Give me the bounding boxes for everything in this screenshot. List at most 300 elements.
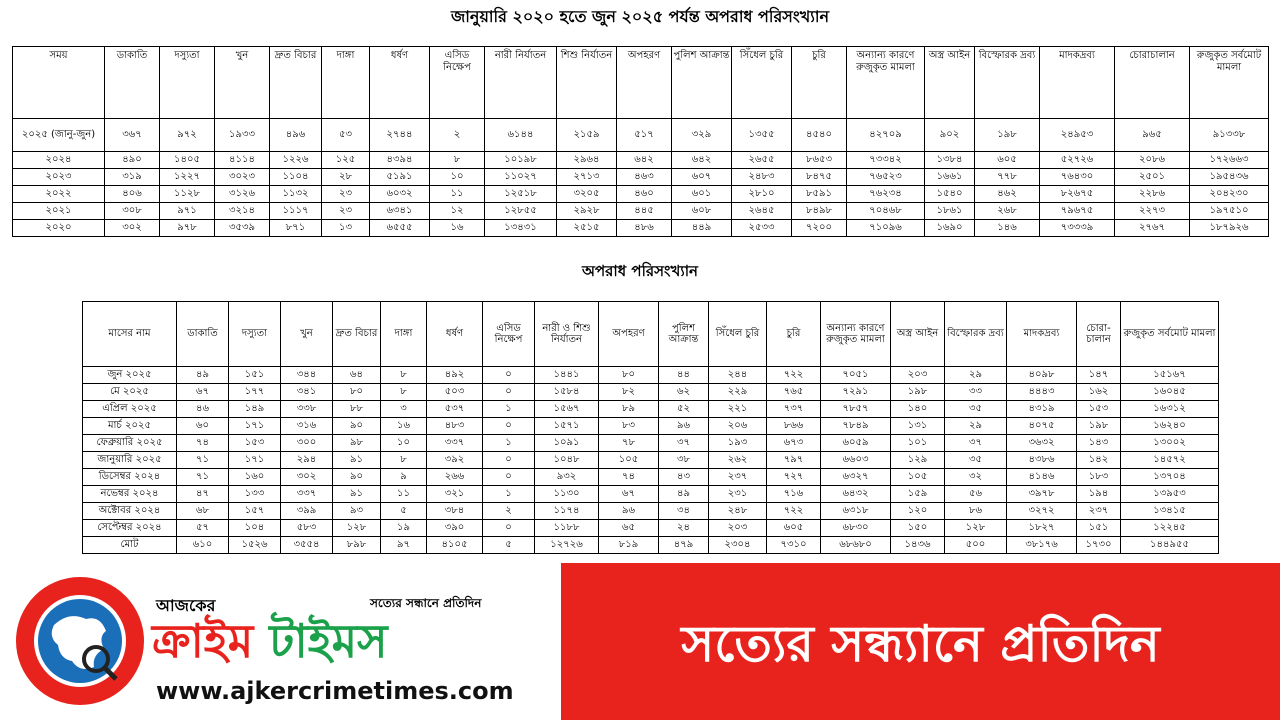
table-cell: ৪৯০	[105, 152, 160, 169]
table-cell: ৫০৩	[427, 384, 483, 401]
table-row	[83, 384, 1219, 401]
column-header: খুন	[215, 47, 270, 119]
table-cell: ২০৬	[709, 418, 767, 435]
column-header: পুলিশ আক্রান্ত	[659, 302, 709, 367]
table-cell: ৩৪৪	[281, 367, 333, 384]
table-cell: ২৬৬	[427, 469, 483, 486]
table-cell: ৬০৭	[672, 169, 732, 186]
table-cell: ৯০	[333, 418, 381, 435]
table-cell: ১৩১	[891, 418, 945, 435]
table-row	[13, 220, 1269, 237]
table-cell: ৭৬৫২৩	[847, 169, 925, 186]
table-cell: ২	[430, 119, 485, 152]
table-cell: ৩১২৬	[215, 186, 270, 203]
table-cell: ১৫১৬৭	[1121, 367, 1219, 384]
table-cell: ৪৩১৯	[1007, 401, 1077, 418]
table-cell: ১২	[430, 203, 485, 220]
table-cell: ৪৪৫	[617, 203, 672, 220]
row-label-cell: নভেম্বর ২০২৪	[83, 486, 177, 503]
table-cell: ৪৭	[177, 486, 229, 503]
table-cell: ১২০	[891, 503, 945, 520]
table-cell: ১৫৭১	[535, 418, 599, 435]
table-cell: ২০৩	[891, 367, 945, 384]
table-cell: ১৭৩০	[1077, 537, 1121, 554]
table-row	[83, 435, 1219, 452]
table-row	[83, 367, 1219, 384]
table-cell: ১১০২৭	[485, 169, 557, 186]
table-cell: ৭৮৪৯	[821, 418, 891, 435]
table-row	[83, 520, 1219, 537]
brand-name	[152, 607, 388, 683]
table-cell: ৪৯	[659, 486, 709, 503]
table-cell: ৮২	[599, 384, 659, 401]
table-cell: ৮	[381, 384, 427, 401]
table-cell: ৩০২	[281, 469, 333, 486]
table-cell: ২৪৯৫৩	[1040, 119, 1115, 152]
table-cell: ২০৮৬	[1115, 152, 1190, 169]
table-cell: ১৪০	[891, 401, 945, 418]
table-cell: ৫২	[659, 401, 709, 418]
table-cell: ৩৬৩২	[1007, 435, 1077, 452]
table-cell: ৫৩	[322, 119, 370, 152]
table-cell: ১০১৯৮	[485, 152, 557, 169]
table-cell: ১৩৯৫৩	[1121, 486, 1219, 503]
table-cell: ৪৯২	[427, 367, 483, 384]
column-header: পুলিশ আক্রান্ত	[672, 47, 732, 119]
table-cell: ৬২	[659, 384, 709, 401]
table-cell: ০	[483, 520, 535, 537]
table-cell: ১৯৫৪৩৬	[1190, 169, 1269, 186]
table-cell: ২৬৮	[975, 203, 1040, 220]
column-header: মাদকদ্রব্য	[1007, 302, 1077, 367]
table-cell: ১৯৮	[891, 384, 945, 401]
table-cell: ১২৫	[322, 152, 370, 169]
table-cell: ২২৮৬	[1115, 186, 1190, 203]
column-header: বিস্ফোরক দ্রব্য	[975, 47, 1040, 119]
table-cell: ২৪৮৩	[732, 169, 792, 186]
table-cell: ০	[483, 452, 535, 469]
table-cell: ৯৭৮	[160, 220, 215, 237]
table-cell: ১২৭২৬	[535, 537, 599, 554]
table-cell: ৮৪৯৮	[792, 203, 847, 220]
table-cell: ৮০	[599, 367, 659, 384]
row-label-cell: ফেব্রুয়ারি ২০২৫	[83, 435, 177, 452]
table-cell: ৮১৯	[599, 537, 659, 554]
table-cell: ১৪৫৭২	[1121, 452, 1219, 469]
table-cell: ৭৩১০	[767, 537, 821, 554]
column-header: মাদকদ্রব্য	[1040, 47, 1115, 119]
table-cell: ১৫৩	[229, 435, 281, 452]
table-cell: ৮	[430, 152, 485, 169]
table-cell: ২৯	[945, 418, 1007, 435]
table-cell: ৮৭১	[270, 220, 322, 237]
table-cell: ৭১০৯৬	[847, 220, 925, 237]
table-cell: ৭৪	[177, 435, 229, 452]
column-header: এসিড নিক্ষেপ	[483, 302, 535, 367]
table-cell: ১৬	[430, 220, 485, 237]
table-cell: ২২৯	[709, 384, 767, 401]
table-cell: ৯৬৫	[1115, 119, 1190, 152]
table-cell: ১৪৭	[1077, 367, 1121, 384]
table-cell: ৩৭	[659, 435, 709, 452]
table-cell: ৩২১	[427, 486, 483, 503]
table-cell: ১১৮৮	[535, 520, 599, 537]
table-cell: ১৩৫৫	[732, 119, 792, 152]
table-cell: ১৬২	[1077, 384, 1121, 401]
table-cell: ৭১	[177, 452, 229, 469]
table-cell: ১৮২৭	[1007, 520, 1077, 537]
table-cell: ৭৬২৩৪	[847, 186, 925, 203]
table-cell: ৮	[381, 452, 427, 469]
table-cell: ৯৬	[599, 503, 659, 520]
table-cell: ১৫৭	[229, 503, 281, 520]
table-cell: ১৯৮	[975, 119, 1040, 152]
row-label-cell: জানুয়ারি ২০২৫	[83, 452, 177, 469]
table-cell: ১৩৪৩১	[485, 220, 557, 237]
column-header: অপহরণ	[599, 302, 659, 367]
table-cell: ৬৪২	[672, 152, 732, 169]
row-label-cell: অক্টোবর ২০২৪	[83, 503, 177, 520]
table-cell: ১৫১	[1077, 520, 1121, 537]
table-cell: ৭২৯১	[821, 384, 891, 401]
table-cell: ১৬৬১	[925, 169, 975, 186]
column-header: অন্যান্য কারণে রুজুকৃত মামলা	[821, 302, 891, 367]
table-cell: ৭৭৮	[975, 169, 1040, 186]
table-cell: ৮০	[333, 384, 381, 401]
table-cell: ৭২০০	[792, 220, 847, 237]
table-cell: ৬৭৩	[767, 435, 821, 452]
column-header: এসিড নিক্ষেপ	[430, 47, 485, 119]
table-cell: ৮৬৬	[767, 418, 821, 435]
table-cell: ৪৩৮৬	[1007, 452, 1077, 469]
table-cell: ৯৩	[333, 503, 381, 520]
table-cell: ৩০০	[281, 435, 333, 452]
row-label-cell: ২০২২	[13, 186, 105, 203]
table-cell: ২৬৪৫	[732, 203, 792, 220]
column-header: দস্যুতা	[160, 47, 215, 119]
slogan-text: সত্যের সন্ধ্যানে প্রতিদিন	[681, 614, 1160, 673]
table-cell: ৯৭২	[160, 119, 215, 152]
row-label-cell: ২০২৩	[13, 169, 105, 186]
table-cell: ১৬৩১২	[1121, 401, 1219, 418]
column-header: শিশু নির্যাতন	[557, 47, 617, 119]
globe-logo-icon	[14, 575, 146, 707]
table-cell: ১৯৮	[1077, 418, 1121, 435]
table-cell: ৮৩	[599, 418, 659, 435]
row-label-cell: মার্চ ২০২৫	[83, 418, 177, 435]
table-cell: ২৯২৮	[557, 203, 617, 220]
table-cell: ১০৫	[891, 469, 945, 486]
table-cell: ১২৫১৮	[485, 186, 557, 203]
table-cell: ৩৩৭	[427, 435, 483, 452]
table-cell: ১২২৪৫	[1121, 520, 1219, 537]
column-header: দাঙ্গা	[322, 47, 370, 119]
table-cell: ৭৬৫	[767, 384, 821, 401]
table-cell: ৫২৭২৬	[1040, 152, 1115, 169]
table-row	[13, 119, 1269, 152]
table-cell: ৭৪	[599, 469, 659, 486]
table-cell: ৩৮১৭৬	[1007, 537, 1077, 554]
table-cell: ৮৪৭৫	[792, 169, 847, 186]
table-row	[13, 169, 1269, 186]
table-cell: ৩৫৩৯	[215, 220, 270, 237]
table-cell: ৪৩	[659, 469, 709, 486]
column-header: দস্যুতা	[229, 302, 281, 367]
table-cell: ১৯৩	[709, 435, 767, 452]
table-cell: ৭৩৩৪২	[847, 152, 925, 169]
slogan-panel	[561, 563, 1280, 720]
table-cell: ২৪	[659, 520, 709, 537]
table-cell: ১৫৯	[891, 486, 945, 503]
table-cell: ১৬	[381, 418, 427, 435]
table-cell: ৩২৭২	[1007, 503, 1077, 520]
column-header: নারী ও শিশু নির্যাতন	[535, 302, 599, 367]
column-header: অস্ত্র আইন	[891, 302, 945, 367]
table-cell: ১৯	[381, 520, 427, 537]
column-header: চোরা-চালান	[1077, 302, 1121, 367]
table-cell: ৩৩	[945, 384, 1007, 401]
brand-tagline: সত্যের সন্ধানে প্রতিদিন	[370, 596, 482, 610]
column-header: খুন	[281, 302, 333, 367]
table-cell: ২৩	[322, 186, 370, 203]
table-cell: ৪৬০	[617, 186, 672, 203]
column-header: অপহরণ	[617, 47, 672, 119]
table-cell: ৩৯২	[427, 452, 483, 469]
table-cell: ১৪০৫	[160, 152, 215, 169]
table-cell: ১৪৬	[975, 220, 1040, 237]
table-cell: ৭১	[177, 469, 229, 486]
table-cell: ৪৪	[659, 367, 709, 384]
table-cell: ১২৮৫৫	[485, 203, 557, 220]
table-cell: ৪৯৬	[270, 119, 322, 152]
table-cell: ৪৮৬	[617, 220, 672, 237]
column-header: নারী নির্যাতন	[485, 47, 557, 119]
table-cell: ২৯	[945, 367, 1007, 384]
table-cell: ৬৬০৩	[821, 452, 891, 469]
column-header: চুরি	[767, 302, 821, 367]
table-cell: ১২৮	[333, 520, 381, 537]
table-cell: ৫৬	[945, 486, 1007, 503]
table-cell: ১৪৪১	[535, 367, 599, 384]
table-cell: ৯৮	[333, 435, 381, 452]
table-cell: ৩৭	[945, 435, 1007, 452]
table-cell: ৯৩২	[535, 469, 599, 486]
table-cell: ২৩০৪	[709, 537, 767, 554]
table-cell: ১৬০৪৫	[1121, 384, 1219, 401]
table-cell: ৫৩৭	[427, 401, 483, 418]
table-cell: ১০	[381, 435, 427, 452]
table-cell: ৬৫	[599, 520, 659, 537]
table2-title: অপরাধ পরিসংখ্যান	[582, 262, 698, 280]
table-cell: ৯৬	[659, 418, 709, 435]
table-cell: ৬৪৩২	[821, 486, 891, 503]
column-header: চুরি	[792, 47, 847, 119]
table-cell: ১৪৩	[1077, 435, 1121, 452]
table-cell: ২৭৬৭	[1115, 220, 1190, 237]
table-cell: ৬৭	[177, 384, 229, 401]
table-cell: ৭৯৭	[767, 452, 821, 469]
table-cell: ১	[483, 401, 535, 418]
table-cell: ১১১৭	[270, 203, 322, 220]
table-cell: ০	[483, 384, 535, 401]
table-row	[83, 452, 1219, 469]
table-cell: ৩০২	[105, 220, 160, 237]
table-cell: ২৩	[322, 203, 370, 220]
table-cell: ৩৯৭৮	[1007, 486, 1077, 503]
table-cell: ৬৩১৮	[821, 503, 891, 520]
table-cell: ২৩৭	[1077, 503, 1121, 520]
table-cell: ১৪৩৬	[891, 537, 945, 554]
table-cell: ১১২৮	[160, 186, 215, 203]
table-cell: ৭৯৬৭৫	[1040, 203, 1115, 220]
table-cell: ৭২২	[767, 367, 821, 384]
brand-banner	[0, 563, 1280, 720]
table-cell: ৪২৭০৯	[847, 119, 925, 152]
table-cell: ৩৯০	[427, 520, 483, 537]
row-label-cell: মে ২০২৫	[83, 384, 177, 401]
table-cell: ৭৮৫৭	[821, 401, 891, 418]
table-cell: ৩১৯	[105, 169, 160, 186]
table-cell: ৪০৭৫	[1007, 418, 1077, 435]
table-cell: ১৩৮৪	[925, 152, 975, 169]
table-cell: ৬৫৫৫	[370, 220, 430, 237]
table-cell: ২০৩	[709, 520, 767, 537]
table-cell: ১৫৩	[1077, 401, 1121, 418]
column-header: বিস্ফোরক দ্রব্য	[945, 302, 1007, 367]
table-cell: ৬৩৪১	[370, 203, 430, 220]
table-cell: ৭২৭	[767, 469, 821, 486]
column-header: দাঙ্গা	[381, 302, 427, 367]
table-cell: ১২২৭	[160, 169, 215, 186]
row-label-cell: ডিসেম্বর ২০২৪	[83, 469, 177, 486]
table-cell: ৪৪৯	[672, 220, 732, 237]
column-header: ধর্ষণ	[427, 302, 483, 367]
table-row	[13, 152, 1269, 169]
table-cell: ৪৯	[177, 367, 229, 384]
column-header: দ্রুত বিচার	[270, 47, 322, 119]
table-cell: ৮৬৫৩	[792, 152, 847, 169]
table-cell: ৪১০৫	[427, 537, 483, 554]
table-cell: ১৭১	[229, 418, 281, 435]
table-cell: ২৭৪৪	[370, 119, 430, 152]
yearly-crime-table	[12, 46, 1269, 237]
column-header: অস্ত্র আইন	[925, 47, 975, 119]
table-cell: ২৫৩৩	[732, 220, 792, 237]
table-cell: ১৭১	[229, 452, 281, 469]
table-cell: ২০৪২৩০	[1190, 186, 1269, 203]
table-cell: ৩২৯	[672, 119, 732, 152]
column-header: ডাকাতি	[177, 302, 229, 367]
table-cell: ০	[483, 418, 535, 435]
table-cell: ১৭৭	[229, 384, 281, 401]
column-header: অন্যান্য কারণে রুজুকৃত মামলা	[847, 47, 925, 119]
table-cell: ১৮৩	[1077, 469, 1121, 486]
column-header: সিঁধেল চুরি	[709, 302, 767, 367]
table-cell: ২৭১৩	[557, 169, 617, 186]
table-cell: ১১	[381, 486, 427, 503]
table-cell: ০	[483, 367, 535, 384]
table-cell: ১৩	[322, 220, 370, 237]
table-cell: ১৯৪	[1077, 486, 1121, 503]
column-header: রুজুকৃত সর্বমোট মামলা	[1190, 47, 1269, 119]
table-cell: ৬১০	[177, 537, 229, 554]
table-cell: ২৬৫৫	[732, 152, 792, 169]
table-cell: ৪১১৪	[215, 152, 270, 169]
table-cell: ৩৬৭	[105, 119, 160, 152]
table-cell: ৬০১	[672, 186, 732, 203]
table-cell: ৪৩৯৪	[370, 152, 430, 169]
column-header: মাসের নাম	[83, 302, 177, 367]
table-cell: ১২২৬	[270, 152, 322, 169]
table-cell: ৯১	[333, 452, 381, 469]
table-cell: ৫১৭	[617, 119, 672, 152]
table-cell: ২৫১৫	[557, 220, 617, 237]
table-cell: ২৩১	[709, 486, 767, 503]
table-cell: ৭১৬	[767, 486, 821, 503]
row-label-cell: সেপ্টেম্বর ২০২৪	[83, 520, 177, 537]
table-cell: ১০৯১	[535, 435, 599, 452]
table-cell: ৩০৮	[105, 203, 160, 220]
table-cell: ৯১৩৩৮	[1190, 119, 1269, 152]
table-cell: ৯০	[333, 469, 381, 486]
table-cell: ১০৪৮	[535, 452, 599, 469]
table-cell: ১৫০	[891, 520, 945, 537]
column-header: ধর্ষণ	[370, 47, 430, 119]
table-cell: ৪৬	[177, 401, 229, 418]
table-cell: ৬৪	[333, 367, 381, 384]
monthly-crime-table	[82, 301, 1219, 554]
table-cell: ৭২২	[767, 503, 821, 520]
row-label-cell: জুন ২০২৫	[83, 367, 177, 384]
table-cell: ১০৪	[229, 520, 281, 537]
table-cell: ১৮৭৯২৬	[1190, 220, 1269, 237]
table-cell: ৫৮৩	[281, 520, 333, 537]
table-cell: ৬৪২	[617, 152, 672, 169]
table-cell: ৩২১৪	[215, 203, 270, 220]
table-cell: ৩০২৩	[215, 169, 270, 186]
table-cell: ৬০৫	[975, 152, 1040, 169]
table-cell: ২২১	[709, 401, 767, 418]
table-cell: ৫১৯১	[370, 169, 430, 186]
table-cell: ৬৮	[177, 503, 229, 520]
table-cell: ৩৪১	[281, 384, 333, 401]
table-cell: ৫	[381, 503, 427, 520]
table-cell: ১৩৩	[229, 486, 281, 503]
table-cell: ৩	[381, 401, 427, 418]
table-cell: ৪৪৪৩	[1007, 384, 1077, 401]
table-cell: ৩৩৮	[281, 401, 333, 418]
table1-title: জানুয়ারি ২০২০ হতে জুন ২০২৫ পর্যন্ত অপরাধ পরিসংখ্যান	[450, 7, 830, 26]
table-cell: ৬০৫	[767, 520, 821, 537]
table-cell: ১৭২৬৬৩	[1190, 152, 1269, 169]
table-cell: ৪৫৪০	[792, 119, 847, 152]
table-cell: ৬৭	[599, 486, 659, 503]
website-url: www.ajkercrimetimes.com	[156, 677, 514, 705]
table-row	[83, 401, 1219, 418]
table-cell: ৮৫৯১	[792, 186, 847, 203]
table-row	[83, 469, 1219, 486]
table-cell: ২১৫৯	[557, 119, 617, 152]
table-cell: ৪১৪৬	[1007, 469, 1077, 486]
table-cell: ৭৩৭	[767, 401, 821, 418]
row-label-cell: ২০২৫ (জানু-জুন)	[13, 119, 105, 152]
table-cell: ২৮১০	[732, 186, 792, 203]
table-cell: ১১০৪	[270, 169, 322, 186]
table-cell: ১২৮	[945, 520, 1007, 537]
table-cell: ১	[483, 486, 535, 503]
row-label-cell: ২০২০	[13, 220, 105, 237]
table-cell: ২২৭৩	[1115, 203, 1190, 220]
